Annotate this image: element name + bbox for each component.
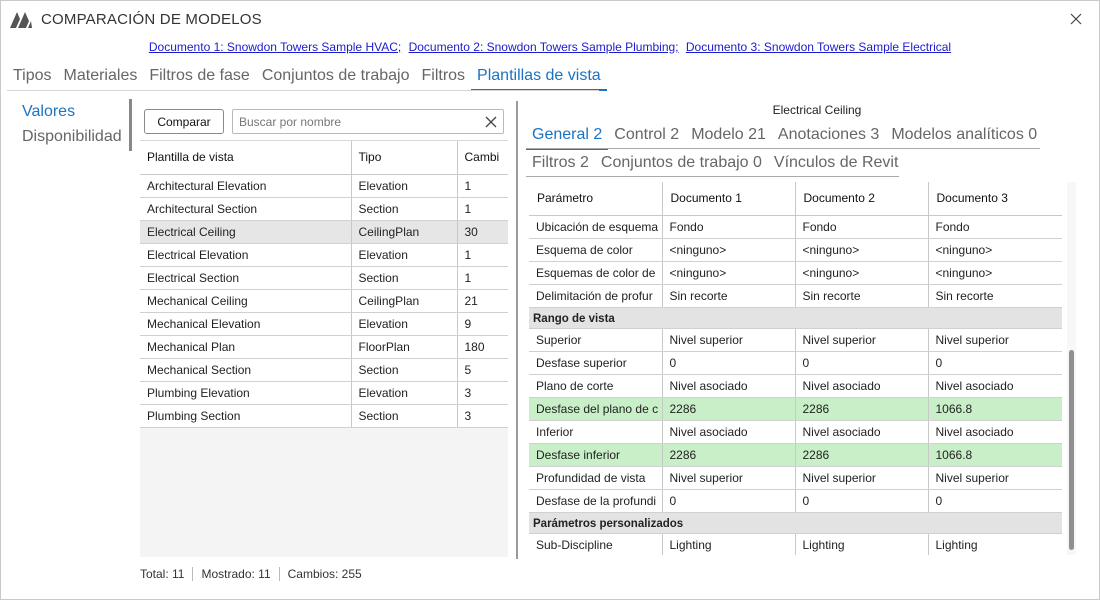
template-name-cell: Electrical Elevation — [140, 243, 351, 266]
parameter-name-cell: Ubicación de esquema — [529, 215, 662, 238]
parameter-row-different[interactable] — [529, 443, 1062, 466]
templates-table — [140, 141, 508, 428]
template-type-cell: Elevation — [351, 381, 457, 404]
parameter-row[interactable] — [529, 466, 1062, 489]
table-row[interactable] — [140, 358, 508, 381]
scrollbar-thumb[interactable] — [1069, 350, 1074, 550]
parameter-name-cell: Plano de corte — [529, 374, 662, 397]
template-name-cell: Mechanical Plan — [140, 335, 351, 358]
table-row[interactable] — [140, 174, 508, 197]
status-bar — [140, 567, 370, 581]
template-type-cell: Elevation — [351, 312, 457, 335]
document-2-value-cell: Sin recorte — [795, 284, 928, 307]
document-2-value-cell: Nivel superior — [795, 328, 928, 351]
document-1-value-cell: Nivel superior — [662, 466, 795, 489]
document-2-value-cell: 2286 — [795, 443, 928, 466]
parameter-name-cell: Esquemas de color de — [529, 261, 662, 284]
column-header-parameter[interactable]: Parámetro — [529, 182, 662, 215]
document-2-value-cell: 0 — [795, 351, 928, 374]
column-header-document-3[interactable]: Documento 3 — [928, 182, 1062, 215]
table-header-row — [140, 141, 508, 174]
tab-filtros-de-fase[interactable]: Filtros de fase — [149, 67, 250, 84]
parameters-scrollbar[interactable] — [1067, 182, 1076, 555]
column-header-type[interactable]: Tipo — [351, 141, 457, 174]
parameter-name-cell: Desfase del plano de c — [529, 397, 662, 420]
document-2-value-cell: <ninguno> — [795, 238, 928, 261]
document-3-value-cell: 0 — [928, 489, 1062, 512]
tab-control[interactable]: Control 2 — [614, 126, 680, 143]
template-type-cell: Elevation — [351, 174, 457, 197]
parameter-name-cell: Superior — [529, 328, 662, 351]
template-changes-cell: 9 — [457, 312, 508, 335]
parameters-header-row — [529, 182, 1062, 215]
tab-general[interactable]: General 2 — [526, 124, 608, 150]
document-2-value-cell: 0 — [795, 489, 928, 512]
document-3-value-cell: Nivel asociado — [928, 374, 1062, 397]
document-1-value-cell: Fondo — [662, 215, 795, 238]
template-name-cell: Architectural Elevation — [140, 174, 351, 197]
template-type-cell: Section — [351, 266, 457, 289]
search-input[interactable] — [239, 114, 479, 130]
tab-plantillas-de-vista[interactable]: Plantillas de vista — [471, 65, 607, 91]
parameter-group-label: Parámetros personalizados — [533, 517, 684, 530]
status-changes: Cambios: 255 — [279, 567, 370, 581]
document-3-value-cell: 0 — [928, 351, 1062, 374]
template-name-cell: Architectural Section — [140, 197, 351, 220]
main-tabs — [7, 65, 607, 91]
template-name-cell: Mechanical Ceiling — [140, 289, 351, 312]
tab-materiales[interactable]: Materiales — [63, 67, 138, 84]
template-changes-cell: 3 — [457, 404, 508, 427]
template-name-cell: Mechanical Elevation — [140, 312, 351, 335]
document-1-value-cell: Nivel asociado — [662, 374, 795, 397]
tab-modelo[interactable]: Modelo 21 — [691, 126, 766, 143]
tab-filtros-detail[interactable]: Filtros 2 — [532, 154, 589, 171]
document-3-value-cell: <ninguno> — [928, 238, 1062, 261]
parameter-row[interactable] — [529, 261, 1062, 284]
document-links — [1, 40, 1099, 54]
table-row[interactable] — [140, 266, 508, 289]
template-name-cell: Electrical Section — [140, 266, 351, 289]
template-type-cell: Section — [351, 197, 457, 220]
document-1-value-cell: 2286 — [662, 443, 795, 466]
table-row[interactable] — [140, 243, 508, 266]
parameter-name-cell: Delimitación de profur — [529, 284, 662, 307]
side-nav — [15, 101, 133, 151]
document-1-value-cell: Nivel asociado — [662, 420, 795, 443]
parameter-name-cell: Inferior — [529, 420, 662, 443]
table-row[interactable] — [140, 404, 508, 427]
side-nav-indicator — [129, 99, 132, 151]
template-name-cell: Plumbing Section — [140, 404, 351, 427]
clear-search-icon[interactable] — [483, 114, 499, 130]
document-1-value-cell: 2286 — [662, 397, 795, 420]
document-3-value-cell: Sin recorte — [928, 284, 1062, 307]
document-1-value-cell: 0 — [662, 351, 795, 374]
template-name-cell: Mechanical Section — [140, 358, 351, 381]
parameter-name-cell: Desfase superior — [529, 351, 662, 374]
parameter-row-different[interactable] — [529, 397, 1062, 420]
detail-tabs-row-2 — [526, 152, 904, 176]
document-1-value-cell: <ninguno> — [662, 238, 795, 261]
app-logo-icon — [9, 9, 33, 29]
template-changes-cell: 1 — [457, 197, 508, 220]
parameter-row[interactable] — [529, 351, 1062, 374]
table-row[interactable] — [140, 220, 508, 243]
document-3-value-cell: Nivel asociado — [928, 420, 1062, 443]
document-2-value-cell: Nivel asociado — [795, 420, 928, 443]
template-changes-cell: 1 — [457, 243, 508, 266]
tab-conjuntos-de-trabajo[interactable]: Conjuntos de trabajo — [261, 67, 410, 84]
side-nav-disponibilidad[interactable]: Disponibilidad — [22, 128, 122, 145]
templates-table-container — [140, 140, 508, 557]
document-2-value-cell: Nivel asociado — [795, 374, 928, 397]
parameters-table — [529, 182, 1062, 555]
parameter-row[interactable] — [529, 420, 1062, 443]
window-title: COMPARACIÓN DE MODELOS — [41, 11, 262, 28]
document-2-value-cell: Fondo — [795, 215, 928, 238]
tab-modelos-analiticos[interactable]: Modelos analíticos 0 — [891, 126, 1038, 143]
parameter-row[interactable] — [529, 238, 1062, 261]
parameter-row[interactable] — [529, 489, 1062, 512]
column-header-document-1[interactable]: Documento 1 — [662, 182, 795, 215]
tab-tipos[interactable]: Tipos — [13, 67, 52, 84]
pane-splitter[interactable] — [516, 101, 518, 559]
close-button[interactable] — [1063, 7, 1089, 31]
table-row[interactable] — [140, 312, 508, 335]
document-3-value-cell: Fondo — [928, 215, 1062, 238]
document-3-value-cell: Lighting — [928, 533, 1062, 555]
template-changes-cell: 30 — [457, 220, 508, 243]
template-name-cell: Electrical Ceiling — [140, 220, 351, 243]
parameter-name-cell: Profundidad de vista — [529, 466, 662, 489]
parameter-group-row — [529, 512, 1062, 533]
compare-button[interactable]: Comparar — [144, 109, 224, 134]
parameter-group-row — [529, 307, 1062, 328]
document-1-link[interactable]: Documento 1: Snowdon Towers Sample HVAC; — [148, 40, 402, 54]
parameter-group-label: Rango de vista — [533, 312, 615, 325]
parameters-table-container — [529, 182, 1062, 555]
template-type-cell: Section — [351, 358, 457, 381]
status-total: Total: 11 — [140, 567, 185, 581]
search-box — [232, 109, 504, 134]
column-header-document-2[interactable]: Documento 2 — [795, 182, 928, 215]
close-icon — [1070, 13, 1082, 25]
template-type-cell: CeilingPlan — [351, 289, 457, 312]
document-3-link[interactable]: Documento 3: Snowdon Towers Sample Electrical — [685, 40, 952, 54]
table-row[interactable] — [140, 381, 508, 404]
document-3-value-cell: Nivel superior — [928, 466, 1062, 489]
template-changes-cell: 5 — [457, 358, 508, 381]
document-3-value-cell: 1066.8 — [928, 443, 1062, 466]
document-3-value-cell: 1066.8 — [928, 397, 1062, 420]
template-changes-cell: 1 — [457, 266, 508, 289]
main-tabs-divider — [7, 90, 599, 91]
column-header-template[interactable]: Plantilla de vista — [140, 141, 351, 174]
parameter-name-cell: Sub-Discipline — [529, 533, 662, 555]
tab-filtros[interactable]: Filtros — [421, 67, 466, 84]
detail-title: Electrical Ceiling — [772, 103, 862, 117]
parameter-name-cell: Desfase de la profundi — [529, 489, 662, 512]
template-changes-cell: 3 — [457, 381, 508, 404]
document-3-value-cell: Nivel superior — [928, 328, 1062, 351]
template-changes-cell: 21 — [457, 289, 508, 312]
parameter-row[interactable] — [529, 328, 1062, 351]
template-type-cell: Elevation — [351, 243, 457, 266]
document-1-value-cell: 0 — [662, 489, 795, 512]
template-type-cell: FloorPlan — [351, 335, 457, 358]
title-bar — [1, 1, 1099, 37]
document-3-value-cell: <ninguno> — [928, 261, 1062, 284]
document-1-value-cell: Lighting — [662, 533, 795, 555]
parameter-row[interactable] — [529, 284, 1062, 307]
document-1-value-cell: <ninguno> — [662, 261, 795, 284]
document-2-link[interactable]: Documento 2: Snowdon Towers Sample Plumbing; — [408, 40, 679, 54]
table-row[interactable] — [140, 197, 508, 220]
side-nav-valores[interactable]: Valores — [22, 103, 76, 120]
parameter-name-cell: Esquema de color — [529, 238, 662, 261]
document-2-value-cell: Nivel superior — [795, 466, 928, 489]
document-2-value-cell: 2286 — [795, 397, 928, 420]
detail-tabs-row-1 — [526, 124, 1043, 150]
document-2-value-cell: Lighting — [795, 533, 928, 555]
status-shown: Mostrado: 11 — [192, 567, 278, 581]
parameter-group-cell — [529, 307, 1062, 328]
parameter-row[interactable] — [529, 374, 1062, 397]
template-changes-cell: 180 — [457, 335, 508, 358]
parameter-group-cell — [529, 512, 1062, 533]
template-type-cell: Section — [351, 404, 457, 427]
table-row[interactable] — [140, 289, 508, 312]
parameter-row[interactable] — [529, 533, 1062, 555]
tab-conjuntos-detail[interactable]: Conjuntos de trabajo 0 — [600, 154, 762, 171]
detail-tabs-divider-1 — [526, 148, 1040, 149]
document-2-value-cell: <ninguno> — [795, 261, 928, 284]
parameter-row[interactable] — [529, 215, 1062, 238]
table-row[interactable] — [140, 335, 508, 358]
template-type-cell: CeilingPlan — [351, 220, 457, 243]
document-1-value-cell: Nivel superior — [662, 328, 795, 351]
template-changes-cell: 1 — [457, 174, 508, 197]
document-1-value-cell: Sin recorte — [662, 284, 795, 307]
parameter-name-cell: Desfase inferior — [529, 443, 662, 466]
column-header-changes[interactable]: Cambi — [457, 141, 508, 174]
tab-vinculos-revit[interactable]: Vínculos de Revit — [773, 154, 899, 171]
template-name-cell: Plumbing Elevation — [140, 381, 351, 404]
detail-tabs-divider-2 — [526, 176, 899, 177]
tab-anotaciones[interactable]: Anotaciones 3 — [777, 126, 880, 143]
